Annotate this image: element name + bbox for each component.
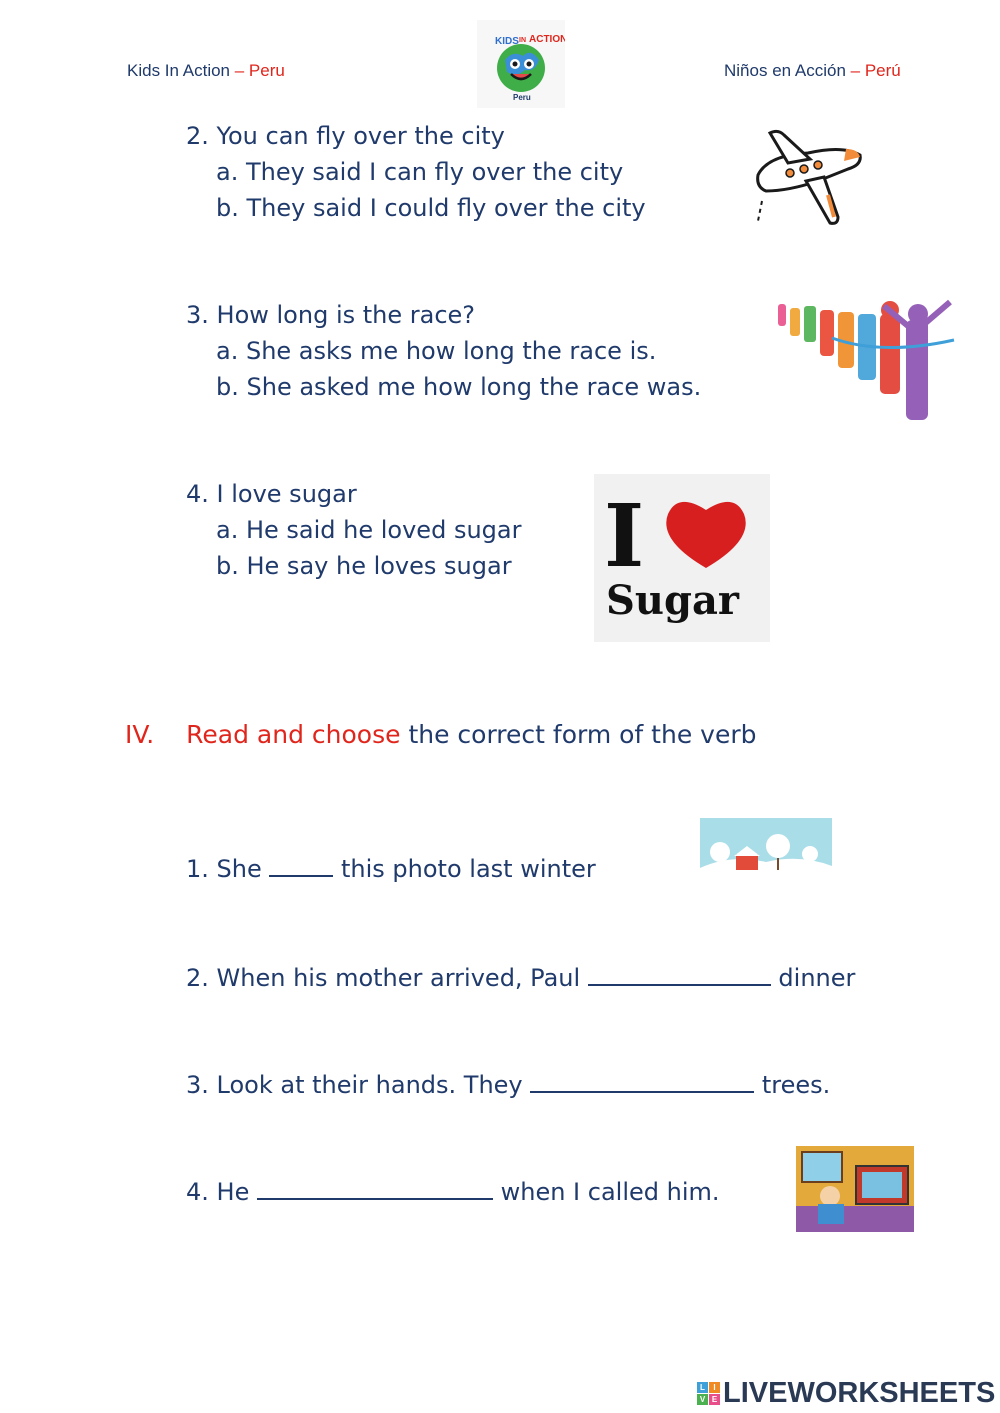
option-3a[interactable]: a. She asks me how long the race is. xyxy=(216,337,657,365)
kids-in-action-logo xyxy=(477,20,565,108)
logo-letter-e: E xyxy=(709,1394,720,1405)
header-left xyxy=(127,61,285,81)
verb-item-2-blank[interactable] xyxy=(588,962,771,986)
header-left-kids: Kids xyxy=(127,61,161,80)
option-2b[interactable]: b. They said I could fly over the city xyxy=(216,194,646,222)
verb-item-3-blank[interactable] xyxy=(530,1069,754,1093)
option-4b[interactable]: b. He say he loves sugar xyxy=(216,552,512,580)
question-2: 2. You can fly over the city xyxy=(186,122,505,150)
header-left-country: – Peru xyxy=(234,61,285,80)
verb-item-4-blank[interactable] xyxy=(257,1176,493,1200)
verb-item-2-pre: 2. When his mother arrived, Paul xyxy=(186,964,588,992)
sugar-image-i: I xyxy=(604,486,645,587)
logo-text-peru: Peru xyxy=(513,93,531,102)
verb-item-2 xyxy=(186,962,855,993)
runners-image xyxy=(772,296,962,431)
verb-item-3-pre: 3. Look at their hands. They xyxy=(186,1071,531,1099)
logo-text-in: IN xyxy=(519,37,526,44)
header-right xyxy=(724,61,901,81)
liveworksheets-logo-icon xyxy=(697,1382,720,1405)
header-right-mid: en Acción xyxy=(767,61,851,80)
logo-letter-l: L xyxy=(697,1382,708,1393)
verb-item-2-post: dinner xyxy=(770,964,856,992)
section-4-heading xyxy=(125,720,756,749)
section-4-title-rest: the correct form of the verb xyxy=(400,720,757,749)
winter-image xyxy=(700,818,832,883)
verb-item-1-post: this photo last winter xyxy=(333,855,596,883)
verb-item-3-post: trees. xyxy=(754,1071,831,1099)
header-right-country: – Perú xyxy=(850,61,901,80)
i-love-sugar-image xyxy=(594,474,770,642)
option-3b[interactable]: b. She asked me how long the race was. xyxy=(216,373,702,401)
header-left-mid: In Action xyxy=(160,61,235,80)
logo-letter-v: V xyxy=(697,1394,708,1405)
option-2a[interactable]: a. They said I can fly over the city xyxy=(216,158,624,186)
verb-item-1 xyxy=(186,853,596,884)
question-3: 3. How long is the race? xyxy=(186,301,476,329)
liveworksheets-footer xyxy=(697,1378,995,1408)
liveworksheets-wordmark: LIVEWORKSHEETS xyxy=(723,1376,996,1409)
section-4-title-highlight: Read and choose xyxy=(186,720,401,749)
verb-item-1-blank[interactable] xyxy=(269,853,333,877)
option-4a[interactable]: a. He said he loved sugar xyxy=(216,516,522,544)
logo-text-kids: KIDS xyxy=(495,36,519,47)
verb-item-1-pre: 1. She xyxy=(186,855,270,883)
boy-watching-tv-image xyxy=(796,1146,914,1232)
section-4-number: IV. xyxy=(125,720,155,749)
logo-letter-i: I xyxy=(709,1382,720,1393)
verb-item-3 xyxy=(186,1069,830,1100)
airplane-image xyxy=(748,125,866,230)
verb-item-4 xyxy=(186,1176,720,1207)
sugar-image-word: Sugar xyxy=(606,577,739,624)
verb-item-4-pre: 4. He xyxy=(186,1178,257,1206)
verb-item-4-post: when I called him. xyxy=(492,1178,720,1206)
header-right-ninos: Niños xyxy=(724,61,768,80)
logo-text-action: ACTION xyxy=(529,34,565,45)
question-4: 4. I love sugar xyxy=(186,480,357,508)
